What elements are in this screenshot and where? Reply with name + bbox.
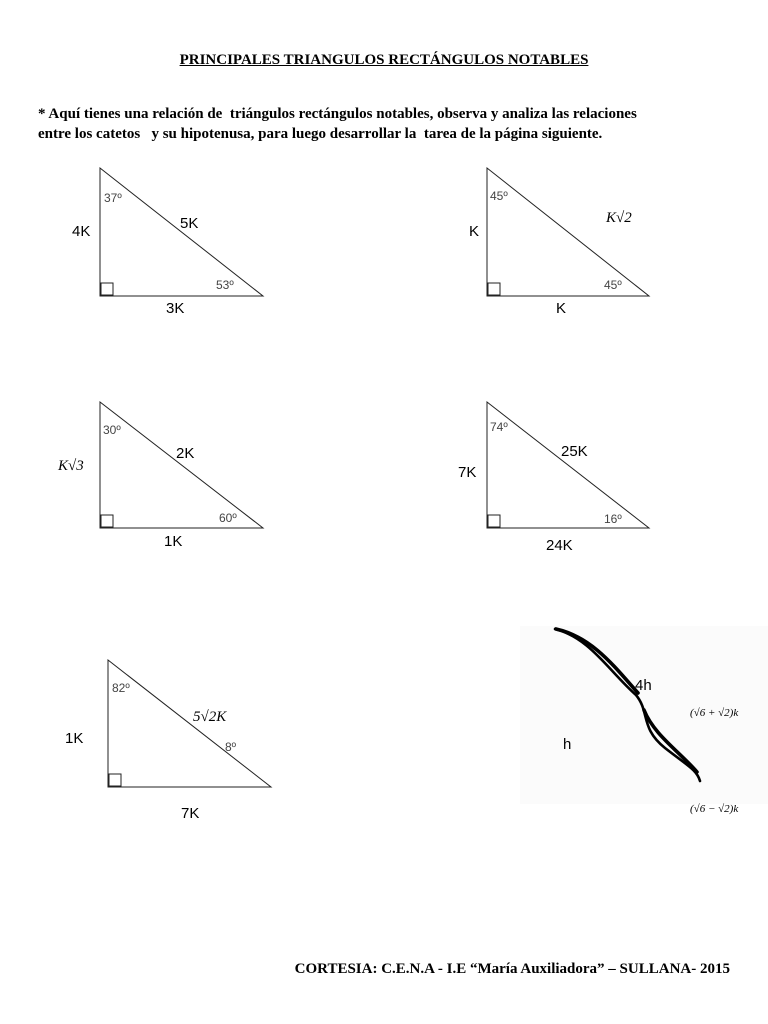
left-side-label: K√3 <box>58 458 84 474</box>
hypotenuse-label: 2K <box>176 445 195 462</box>
page-title: PRINCIPALES TRIANGULOS RECTÁNGULOS NOTABLES <box>179 52 589 68</box>
triangle-45-45 <box>487 168 649 296</box>
angle-bottom-label: 16º <box>604 512 622 526</box>
curve-figure <box>520 626 768 815</box>
hypotenuse-label: 5√2K <box>193 709 227 725</box>
angle-top-label: 30º <box>103 423 121 437</box>
base-label: 3K <box>166 300 185 317</box>
label-h: h <box>563 736 572 753</box>
triangle-37-53 <box>100 168 263 296</box>
angle-top-label: 37º <box>104 191 122 205</box>
angle-bottom-label: 8º <box>225 740 237 754</box>
intro-line-2: entre los catetos y su hipotenusa, para luego desarrollar la tarea de la página siguiente. <box>38 126 603 142</box>
base-label: K <box>556 300 567 317</box>
footer-credit: CORTESIA: C.E.N.A - I.E “María Auxiliadora” – SULLANA- 2015 <box>294 961 730 977</box>
label-4h: 4h <box>635 677 652 694</box>
angle-bottom-label: 45º <box>604 278 622 292</box>
expr-bottom: (√6 − √2)k <box>690 803 739 815</box>
base-label: 7K <box>181 805 200 822</box>
angle-top-label: 74º <box>490 420 508 434</box>
angle-bottom-label: 60º <box>219 511 237 525</box>
left-side-label: 4K <box>72 223 91 240</box>
right-angle-mark <box>488 515 500 527</box>
triangle-30-60 <box>100 402 263 528</box>
angle-top-label: 45º <box>490 189 508 203</box>
hypotenuse-label: 25K <box>561 443 588 460</box>
base-label: 1K <box>164 533 183 550</box>
expr-top: (√6 + √2)k <box>690 707 739 719</box>
triangle-82-8 <box>108 660 271 787</box>
right-angle-mark <box>109 774 121 786</box>
angle-top-label: 82º <box>112 681 130 695</box>
triangle-74-16 <box>487 402 649 528</box>
base-label: 24K <box>546 537 573 554</box>
angle-bottom-label: 53º <box>216 278 234 292</box>
right-angle-mark <box>101 283 113 295</box>
hypotenuse-label: K√2 <box>606 210 632 226</box>
hypotenuse-label: 5K <box>180 215 199 232</box>
left-side-label: 1K <box>65 730 84 747</box>
right-angle-mark <box>101 515 113 527</box>
left-side-label: 7K <box>458 464 477 481</box>
intro-line-1: * Aquí tienes una relación de triángulos rectángulos notables, observa y analiza las relaciones <box>38 106 637 122</box>
right-angle-mark <box>488 283 500 295</box>
left-side-label: K <box>469 223 480 240</box>
